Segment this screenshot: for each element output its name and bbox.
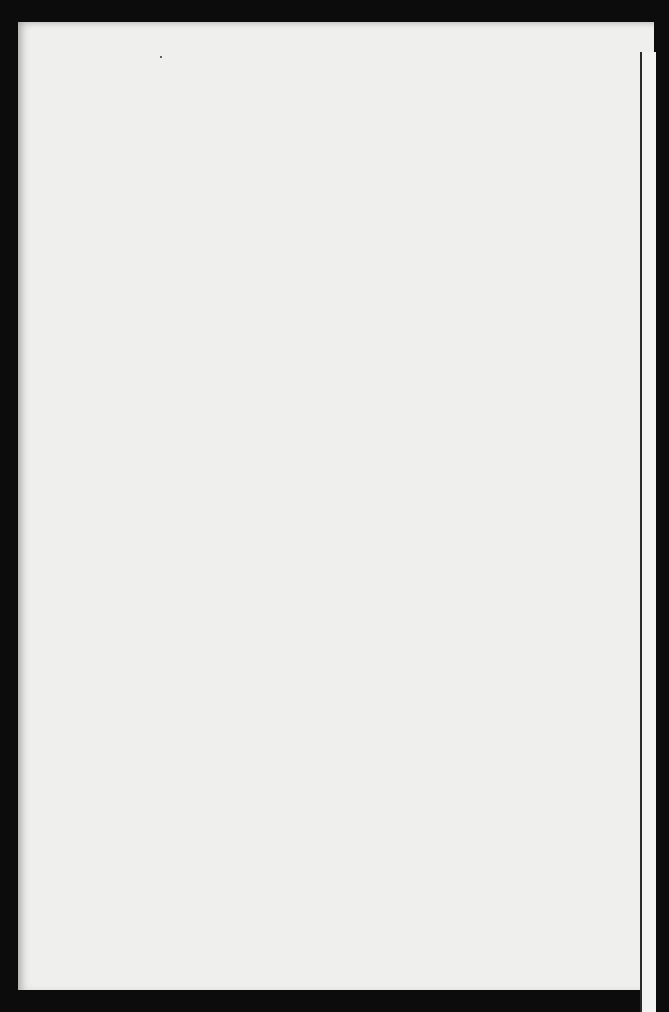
facing-page-edge	[640, 52, 656, 1012]
book-page	[18, 22, 654, 990]
page-speck	[160, 56, 162, 58]
